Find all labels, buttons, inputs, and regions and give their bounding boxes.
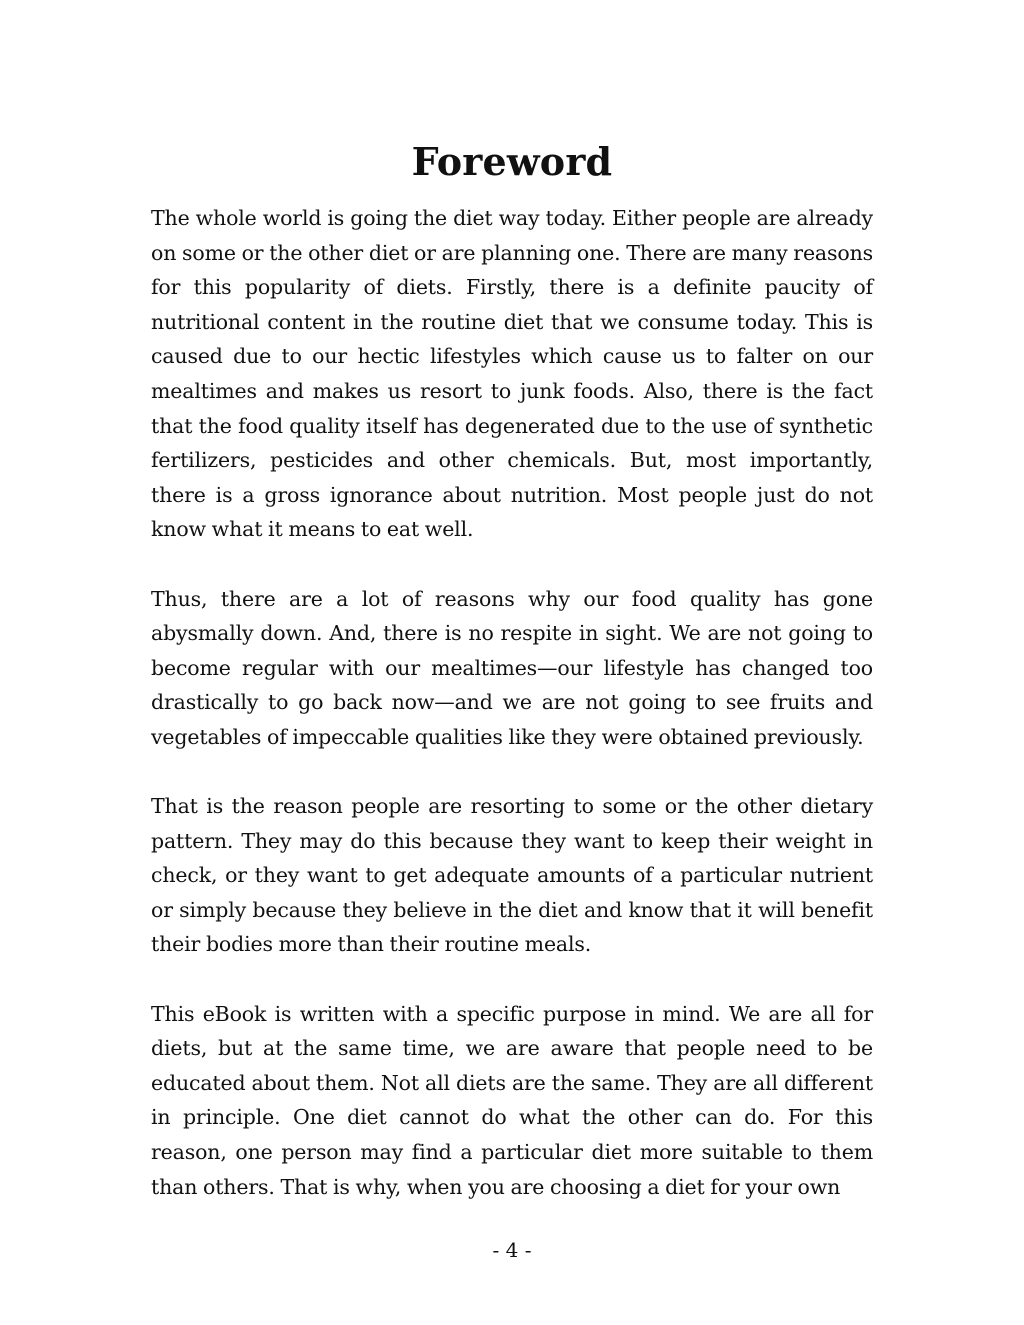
page-title: Foreword	[411, 139, 613, 184]
page-number: - 4 -	[492, 1238, 532, 1262]
body-text	[151, 201, 873, 1239]
paragraph-3: That is the reason people are resorting to some or the other dietary pattern. They may do this because they want to keep their weight in check, or they want to get adequate amounts of a particular nutrient or simply because they believe in the diet and know that it will benefit their bodies more than their routine meals.	[151, 794, 873, 957]
paragraph-2: Thus, there are a lot of reasons why our food quality has gone abysmally down. And, there is no respite in sight. We are not going to become regular with our mealtimes—our lifestyle has changed too drastically to go back now—and we are not going to see fruits and vegetables of impeccable qualities like they were obtained previously.	[151, 586, 873, 749]
paragraph-1: The whole world is going the diet way today. Either people are already on some or the other diet or are planning one. There are many reasons for this popularity of diets. Firstly, there is a definite paucity of nutritional content in the routine diet that we consume today. This is caused due to our hectic lifestyles which cause us to falter on our mealtimes and makes us resort to junk foods. Also, there is the fact that the food quality itself has degenerated due to the use of synthetic fertilizers, pesticides and other chemicals. But, most importantly, there is a gross ignorance about nutrition. Most people just do not know what it means to eat well.	[151, 206, 873, 542]
paragraph-4: This eBook is written with a specific purpose in mind. We are all for diets, but at the same time, we are aware that people need to be educated about them. Not all diets are the same. They are all different in principle. One diet cannot do what the other can do. For this reason, one person may find a particular diet more suitable to them than others. That is why, when you are choosing a diet for your own	[151, 1001, 873, 1199]
